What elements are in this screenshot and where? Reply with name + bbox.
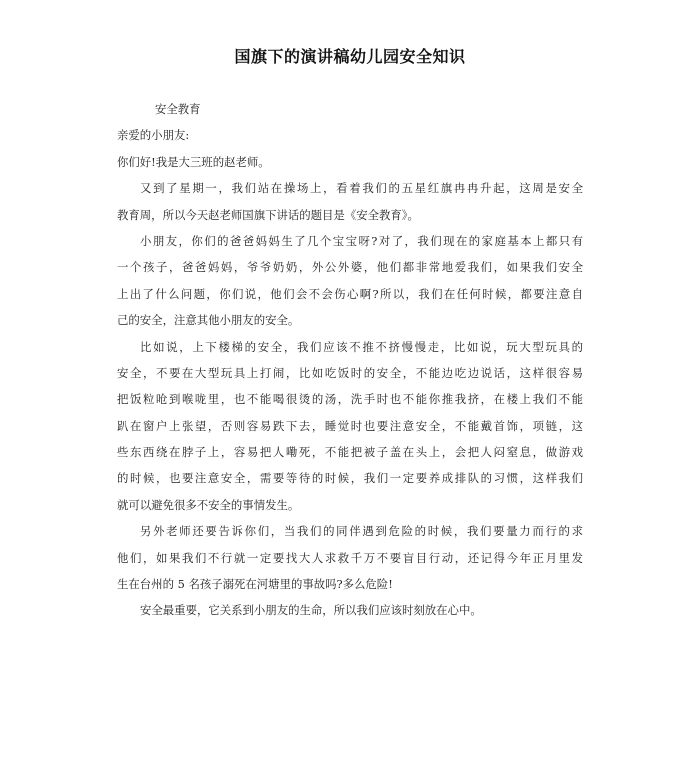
section-heading: 安全教育 [155,102,201,116]
text-line: 上出了什么问题，你们说，他们会不会伤心啊?所以，我们在任何时候，都要注意自 [117,286,583,301]
salutation-line: 亲爱的小朋友: [117,128,190,143]
text-line: 的时候，也要注意安全，需要等待的时候，我们一定要养成排队的习惯，这样我们 [117,471,583,486]
text-line: 小朋友，你们的爸爸妈妈生了几个宝宝呀?对了，我们现在的家庭基本上都只有 [140,233,583,248]
document-body [117,96,583,624]
text-line: 又到了星期一，我们站在操场上，看着我们的五星红旗冉冉升起，这周是安全 [140,181,583,196]
document-title: 国旗下的演讲稿幼儿园安全知识 [234,47,466,66]
text-line: 生在台州的 5 名孩子溺死在河塘里的事故吗?多么危险! [117,577,393,592]
text-line: 己的安全，注意其他小朋友的安全。 [117,313,300,328]
text-line: 安全，不要在大型玩具上打闹，比如吃饭时的安全，不能边吃边说话，这样很容易 [117,365,583,380]
body-paragraphs [117,149,583,624]
text-line: 你们好!我是大三班的赵老师。 [117,154,270,169]
text-line: 他们，如果我们不行就一定要找大人求救千万不要盲目行动，还记得今年正月里发 [117,550,583,565]
text-line: 一个孩子，爸爸妈妈，爷爷奶奶，外公外婆，他们都非常地爱我们，如果我们安全 [117,260,583,275]
text-line: 些东西绕在脖子上，容易把人嘞死，不能把被子盖在头上，会把人闷窒息，做游戏 [117,445,583,460]
text-line: 安全最重要，它关系到小朋友的生命，所以我们应该时刻放在心中。 [140,603,482,618]
text-line: 教育周，所以今天赵老师国旗下讲话的题目是《安全教育》。 [117,207,419,222]
text-line: 比如说，上下楼梯的安全，我们应该不推不挤慢慢走，比如说，玩大型玩具的 [140,339,583,354]
text-line: 就可以避免很多不安全的事情发生。 [117,497,300,512]
text-line: 另外老师还要告诉你们，当我们的同伴遇到危险的时候，我们要量力而行的求 [140,524,583,539]
text-line: 把饭粒呛到喉咙里，也不能喝很烫的汤，洗手时也不能你推我挤，在楼上我们不能 [117,392,583,407]
text-line: 趴在窗户上张望，否则容易跌下去，睡觉时也要注意安全，不能戴首饰，项链，这 [117,418,583,433]
